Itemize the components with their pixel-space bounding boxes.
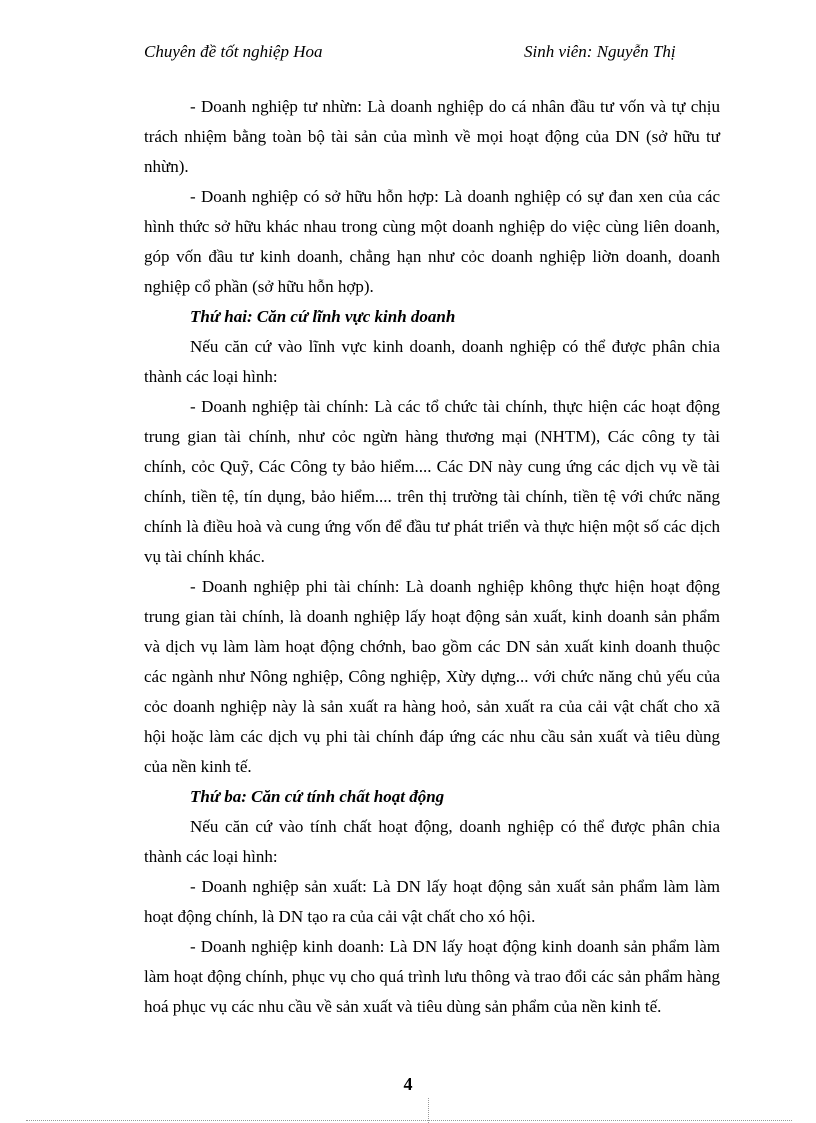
paragraph-business-field-intro: Nếu căn cứ vào lĩnh vực kinh doanh, doanh nghiệp có thể được phân chia thành các loại hình: — [144, 337, 720, 386]
page-header — [144, 40, 704, 84]
paragraph-financial-enterprise: - Doanh nghiệp tài chính: Là các tổ chức tài chính, thực hiện các hoạt động trung gian tài chính, như cỏc ngừn hàng thương mại (NHTM), Các công ty tài chính, cỏc Quỹ, Các Công ty bảo hiểm.... Các DN này cung ứng các dịch vụ về tài chính, tiền tệ, tín dụng, bảo hiểm.... trên thị trường tài chính, tiền tệ với chức năng chính là điều hoà và cung ứng vốn để đầu tư phát triển và thực hiện một số các dịch vụ tài chính khác. — [144, 397, 720, 566]
header-right: Sinh viên: Nguyễn Thị — [524, 42, 676, 61]
paragraph-mixed-ownership: - Doanh nghiệp có sở hữu hỗn hợp: Là doanh nghiệp có sự đan xen của các hình thức sở hữu khác nhau trong cùng một doanh nghiệp do việc cùng liên doanh, góp vốn đầu tư kinh doanh, chẳng hạn như cỏc doanh nghiệp liờn doanh, doanh nghiệp cổ phần (sở hữu hỗn hợp). — [144, 187, 720, 296]
heading-third-criterion: Thứ ba: Căn cứ tính chất hoạt động — [190, 787, 445, 806]
heading-second-criterion: Thứ hai: Căn cứ lĩnh vực kinh doanh — [190, 307, 456, 326]
paragraph-non-financial-enterprise: - Doanh nghiệp phi tài chính: Là doanh nghiệp không thực hiện hoạt động trung gian tài chính, là doanh nghiệp lấy hoạt động sản xuất, kinh doanh sản phẩm và dịch vụ làm làm hoạt động chớnh, bao gồm các DN sản xuất kinh doanh thuộc các ngành như Nông nghiệp, Công nghiệp, Xừy dựng... với chức năng chủ yếu của cỏc doanh nghiệp này là sản xuất ra hàng hoỏ, sản xuất ra của cải vật chất cho xã hội hoặc làm các dịch vụ phi tài chính đáp ứng các nhu cầu sản xuất và tiêu dùng của nền kinh tế. — [144, 577, 720, 776]
paragraph-private-enterprise: - Doanh nghiệp tư nhừn: Là doanh nghiệp do cá nhân đầu tư vốn và tự chịu trách nhiệm bằng toàn bộ tài sản của mình về mọi hoạt động của DN (sở hữu tư nhừn). — [144, 97, 720, 176]
paragraph-activity-nature-intro: Nếu căn cứ vào tính chất hoạt động, doanh nghiệp có thể được phân chia thành các loại hình: — [144, 817, 720, 866]
footer-line — [26, 1120, 792, 1121]
paragraph-production-enterprise: - Doanh nghiệp sản xuất: Là DN lấy hoạt động sản xuất sản phẩm làm làm hoạt động chính, là DN tạo ra của cải vật chất cho xó hội. — [144, 877, 720, 926]
page-number: 4 — [403, 1074, 413, 1094]
header-left: Chuyên đề tốt nghiệp Hoa — [144, 42, 323, 61]
document-body — [144, 92, 720, 1022]
paragraph-trading-enterprise: - Doanh nghiệp kinh doanh: Là DN lấy hoạt động kinh doanh sản phẩm làm làm hoạt động chính, phục vụ cho quá trình lưu thông và trao đổi các sản phẩm hàng hoá phục vụ các nhu cầu về sản xuất và tiêu dùng sản phẩm của nền kinh tế. — [144, 937, 720, 1016]
